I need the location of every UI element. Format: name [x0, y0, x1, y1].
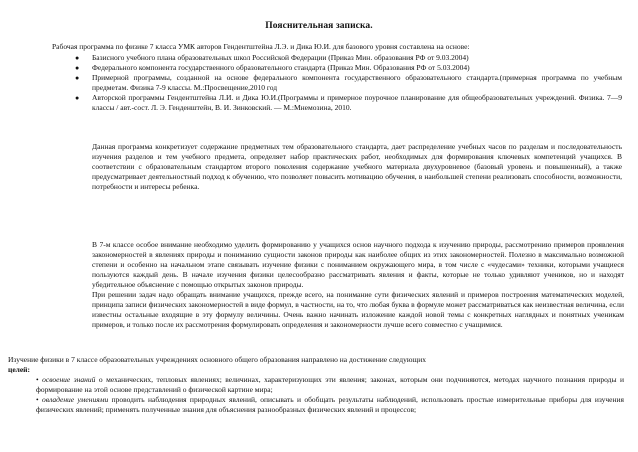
- bullet-icon: ●: [75, 94, 80, 102]
- list-item: [75, 93, 622, 113]
- paragraph-tasks: При решении задач надо обращать внимание учащихся, прежде всего, на понимание сути физических явлений и примеров построения математических моделей, принципа записи физических закономерностей в виде формул, в частности, на то, что любая буква в формуле может рассматриваться как неизвестная величина, если известны остальные входящие в эту формулу величины. Очень важно начинать изложение каждой новой темы с конкретных наглядных и понятных ученикам примеров, и только после их рассмотрения формулировать определения и закономерности лучше всего совместно с учащимися.: [92, 290, 624, 329]
- goals-section: [8, 355, 624, 415]
- goal-bullet: •: [36, 395, 42, 404]
- paragraph-7class: В 7-м классе особое внимание необходимо уделить формированию у учащихся основ научного подхода к изучению природы, рассмотрению примеров проявления закономерностей в явлениях природы и пониманию сущности законов природы как наиболее общих из этих закономерностей. Полезно в максимально возможной степени и особенно на начальном этапе связывать изучение физики с пониманием окружающего мира, в том числе с «чудесами» техники, которыми учащиеся пользуются каждый день. В начале изучения физики целесообразно рассматривать явления и факты, которые не только удивляют учеников, но и находят убедительное объяснение с помощью открытых законов природы.: [92, 240, 624, 289]
- list-item-text: Авторской программы Гендентштейна Л.И. и Дика Ю.И.(Программы и примерное поурочное планирование для общеобразовательных учреждений. Физика. 7—9 классы / авт.-сост. Л. Э. Генденштейн, В. И. Зинковский. — М.:Мнемозина, 2010.: [92, 93, 622, 112]
- bullet-icon: ●: [75, 64, 80, 72]
- approach-section: [78, 240, 624, 330]
- list-item-text: Базисного учебного плана образовательных школ Российской Федерации (Приказ Мин. образования РФ от 9.03.2004): [92, 53, 469, 62]
- bullet-icon: ●: [75, 54, 80, 62]
- sources-list: [75, 53, 622, 113]
- goal-bullet: •: [36, 375, 43, 384]
- list-item: [75, 73, 622, 93]
- goals-intro: [8, 355, 624, 365]
- program-description: Данная программа конкретизует содержание предметных тем образовательного стандарта, дает распределение учебных часов по разделам и последовательность изучения разделов и тем учебного предмета, определяет набор практических работ, необходимых для формирования ключевых компетенций учащихся. В соответствии с образовательным стандартом второго поколения содержание учебного материала двухуровневое (базовый уровень и повышенный), а также предусматривает деятельностный подход к обучению, что позволяет повысить мотивацию обучения, в наибольшей степени реализовать способности, возможности, потребности и интересы ребенка.: [92, 142, 622, 191]
- goal-lead: овладение умениями: [41, 395, 109, 404]
- goal-item: [8, 395, 624, 415]
- list-item-text: Примерной программы, созданной на основе федерального компонента государственного образовательного стандарта.(примерная программа по учебным предметам. Физика 7-9 классы. М.:Просвещение,2010 год: [92, 73, 622, 92]
- list-item-text: Федерального компонента государственного образовательного стандарта (Приказ Мин. Образования РФ от 5.03.2004): [92, 63, 470, 72]
- goal-text: о механических, тепловых явлениях; величинах, характеризующих эти явления; законах, которым они подчиняются, методах научного познания природы и формирование на этой основе представлений о физической картине мира;: [36, 375, 625, 394]
- goals-label: целей:: [8, 365, 31, 374]
- list-item: [75, 63, 622, 73]
- goal-lead: освоение знаний: [42, 375, 96, 384]
- bullet-icon: ●: [75, 74, 80, 82]
- goals-intro-text: Изучение физики в 7 классе образовательных учреждениях основного общего образования направлено на достижение следующих: [8, 355, 426, 364]
- list-item: [75, 53, 622, 63]
- page-title: Пояснительная записка.: [265, 21, 373, 31]
- intro-paragraph: Рабочая программа по физике 7 класса УМК авторов Гендентштейна Л.Э. и Дика Ю.И. для базового уровня составлена на основе:: [52, 42, 470, 51]
- goal-item: [8, 375, 624, 395]
- goal-text: проводить наблюдения природных явлений, описывать и обобщать результаты наблюдений, использовать простые измерительные приборы для изучения физических явлений; применять полученные знания для объяснения разнообразных физических явлений и процессов;: [36, 395, 624, 414]
